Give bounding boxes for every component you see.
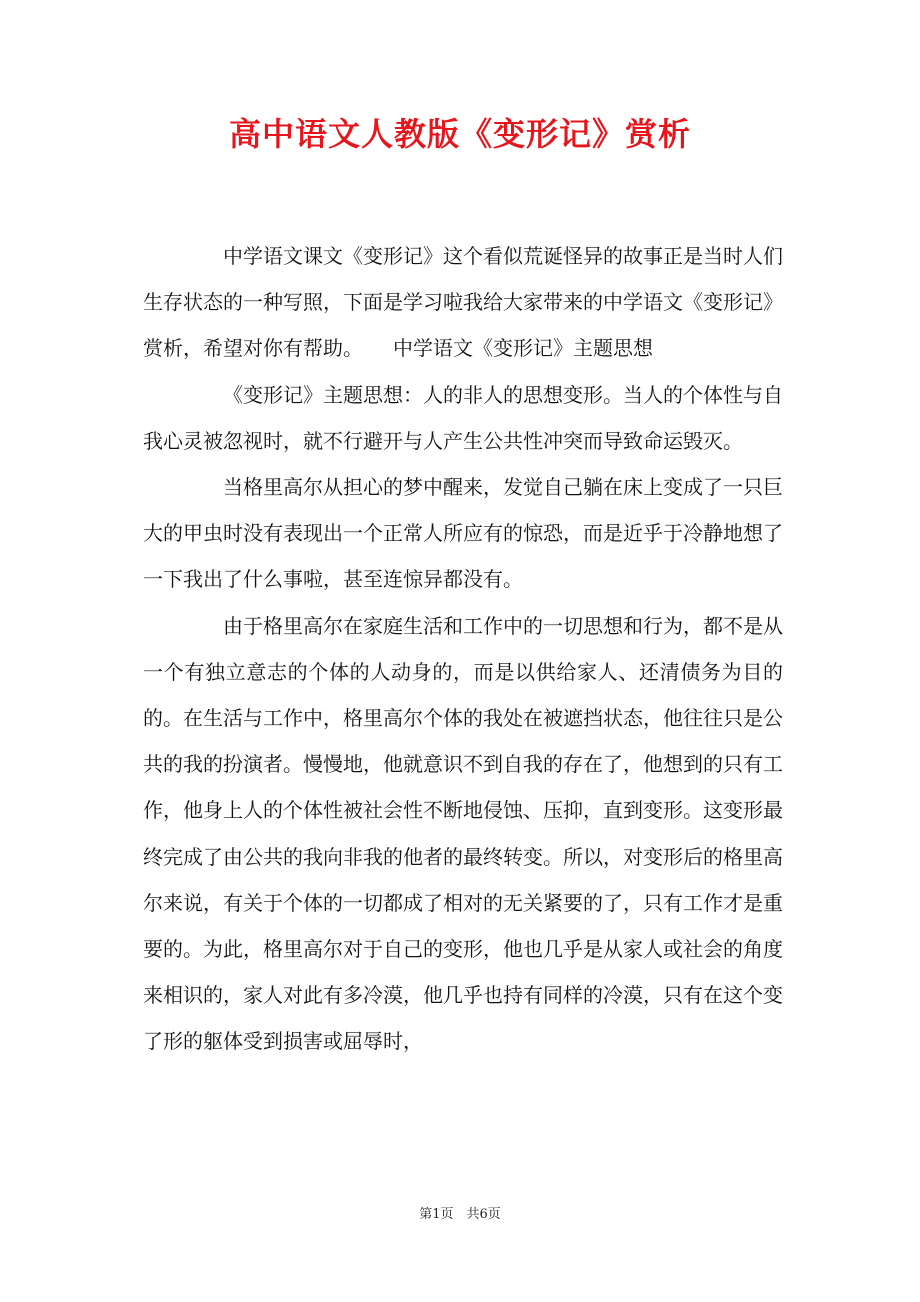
page-number: 第1页 共6页 bbox=[419, 1207, 501, 1222]
document-title: 高中语文人教版《变形记》赏析 bbox=[228, 115, 691, 153]
paragraph-theme: 《变形记》主题思想：人的非人的思想变形。当人的个体性与自我心灵被忽视时，就不行避开与人产生公共性冲突而导致命运毁灭。 bbox=[143, 382, 783, 453]
document-body bbox=[143, 233, 783, 1065]
paragraph-awakening: 当格里高尔从担心的梦中醒来，发觉自己躺在床上变成了一只巨大的甲虫时没有表现出一个正常人所应有的惊恐，而是近乎于冷静地想了一下我出了什么事啦，甚至连惊异都没有。 bbox=[143, 475, 783, 592]
paragraph-intro: 中学语文课文《变形记》这个看似荒诞怪异的故事正是当时人们生存状态的一种写照，下面是学习啦我给大家带来的中学语文《变形记》赏析，希望对你有帮助。 中学语文《变形记》主题思想 bbox=[143, 244, 783, 361]
page-footer bbox=[0, 1205, 920, 1225]
paragraph-analysis: 由于格里高尔在家庭生活和工作中的一切思想和行为，都不是从一个有独立意志的个体的人动身的，而是以供给家人、还清债务为目的的。在生活与工作中，格里高尔个体的我处在被遮挡状态，他往往只是公共的我的扮演者。慢慢地，他就意识不到自我的存在了，他想到的只有工作，他身上人的个体性被社会性不断地侵蚀、压抑，直到变形。这变形最终完成了由公共的我向非我的他者的最终转变。所以，对变形后的格里高尔来说，有关于个体的一切都成了相对的无关紧要的了，只有工作才是重要的。为此，格里高尔对于自己的变形，他也几乎是从家人或社会的角度来相识的，家人对此有多冷漠，他几乎也持有同样的冷漠，只有在这个变了形的躯体受到损害或屈辱时， bbox=[143, 613, 783, 1054]
